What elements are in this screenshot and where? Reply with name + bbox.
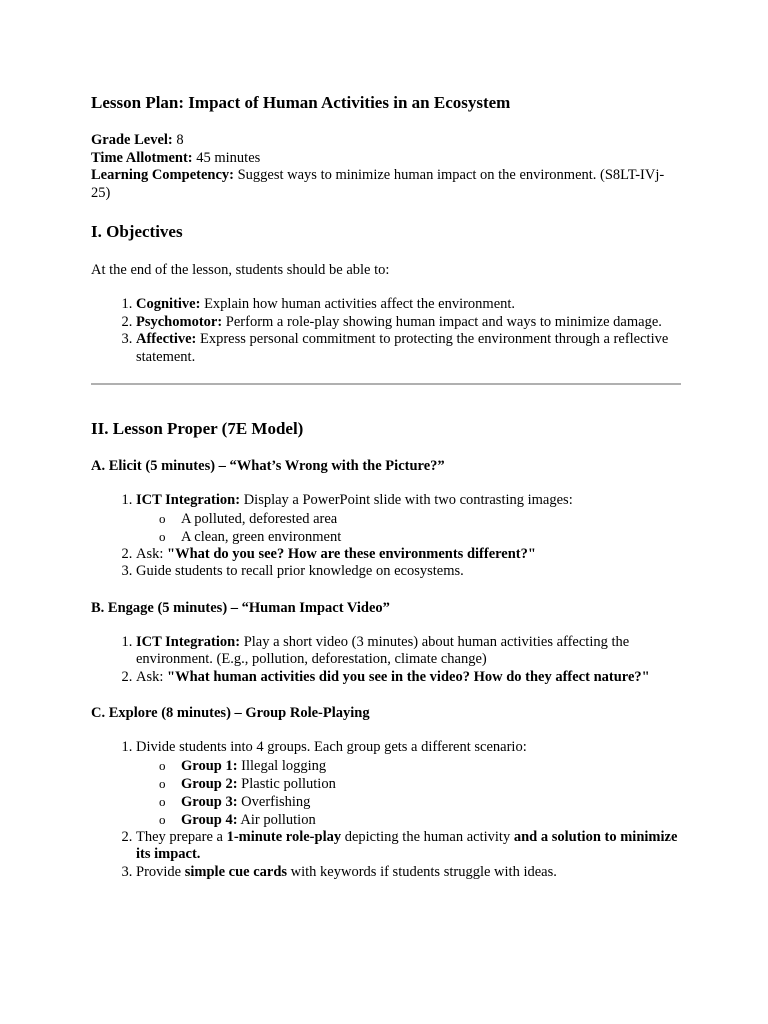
explore-list — [91, 739, 681, 881]
elicit-item-ict — [136, 492, 681, 546]
time-allotment — [91, 150, 681, 168]
group-item — [181, 775, 681, 793]
elicit-item-ask — [136, 546, 681, 564]
objective-text: Explain how human activities affect the environment. — [200, 296, 516, 312]
provide-text: Provide — [136, 863, 185, 880]
objective-label: Affective: — [136, 331, 197, 347]
group-item — [181, 757, 681, 775]
elicit-item-guide: 3. Guide students to recall prior knowledge on ecosystems. — [136, 563, 681, 581]
ask-prefix: Ask: — [136, 545, 168, 562]
engage-list — [91, 634, 681, 687]
group-label: Group 3: — [181, 793, 238, 810]
prepare-text: depicting the human activity — [341, 828, 514, 845]
prepare-bold: 1-minute role-play — [226, 828, 342, 845]
provide-text: with keywords if students struggle with ideas. — [287, 863, 557, 880]
page-title: Lesson Plan: Impact of Human Activities in an Ecosystem — [91, 93, 511, 112]
ask-question: "What do you see? How are these environments different?" — [167, 545, 536, 562]
grade-value: 8 — [172, 132, 184, 148]
prepare-bold: and a solution to minimize its impact. — [136, 828, 678, 862]
competency-value: Suggest ways to minimize human impact on the environment. (S8LT-IVj-25) — [91, 167, 665, 201]
time-label: Time Allotment: — [91, 149, 193, 166]
explore-heading: C. Explore (8 minutes) – Group Role-Playing — [91, 705, 370, 721]
objective-psychomotor — [136, 314, 681, 332]
sub-item: o A polluted, deforested area — [181, 510, 681, 528]
group-label: Group 1: — [181, 757, 238, 774]
ict-text: Display a PowerPoint slide with two contrasting images: — [240, 492, 573, 508]
group-text: Plastic pollution — [237, 775, 336, 792]
group-text: Illegal logging — [237, 757, 327, 774]
grade-label: Grade Level: — [91, 132, 173, 148]
objective-label: Cognitive: — [136, 296, 201, 312]
group-text: Air pollution — [237, 811, 316, 828]
group-item — [181, 793, 681, 811]
competency-label: Learning Competency: — [91, 167, 234, 183]
provide-bold: simple cue cards — [184, 863, 288, 880]
group-label: Group 2: — [181, 775, 238, 792]
explore-item-prepare — [136, 829, 681, 864]
ask-prefix: Ask: — [136, 668, 168, 685]
explore-item-provide — [136, 864, 681, 882]
objectives-intro: At the end of the lesson, students should be able to: — [91, 262, 390, 278]
objective-cognitive — [136, 296, 681, 314]
objectives-list — [91, 296, 681, 366]
sub-item: o A clean, green environment — [181, 528, 681, 546]
ict-text: Play a short video (3 minutes) about human activities affecting the environment. (E.g., pollution, deforestation, climate change) — [136, 633, 630, 667]
group-text: Overfishing — [237, 793, 311, 810]
divide-text: Divide students into 4 groups. Each group gets a different scenario: — [136, 739, 527, 755]
objectives-heading: I. Objectives — [91, 222, 183, 241]
elicit-sublist — [136, 510, 681, 546]
objective-text: Perform a role-play showing human impact and ways to minimize damage. — [222, 313, 662, 330]
ict-label: ICT Integration: — [136, 492, 241, 508]
elicit-heading: A. Elicit (5 minutes) – “What’s Wrong with the Picture?” — [91, 458, 445, 474]
meta-block — [91, 132, 681, 202]
ask-question: "What human activities did you see in the video? How do they affect nature?" — [167, 668, 650, 685]
engage-heading: B. Engage (5 minutes) – “Human Impact Video” — [91, 599, 390, 616]
prepare-text: They prepare a — [136, 828, 227, 845]
grade-level — [91, 132, 681, 150]
groups-sublist — [136, 757, 681, 829]
time-value: 45 minutes — [192, 149, 261, 166]
engage-item-ict — [136, 634, 681, 669]
objective-affective — [136, 331, 681, 366]
document-content — [91, 93, 681, 881]
learning-competency — [91, 167, 681, 202]
engage-item-ask — [136, 669, 681, 687]
ict-label: ICT Integration: — [136, 633, 241, 650]
horizontal-rule — [91, 383, 681, 385]
group-item — [181, 811, 681, 829]
elicit-list — [91, 492, 681, 581]
group-label: Group 4: — [181, 811, 238, 828]
objective-text: Express personal commitment to protecting the environment through a reflective statement. — [136, 331, 669, 365]
lesson-heading: II. Lesson Proper (7E Model) — [91, 419, 304, 438]
objective-label: Psychomotor: — [136, 313, 223, 330]
explore-item-divide — [136, 739, 681, 829]
